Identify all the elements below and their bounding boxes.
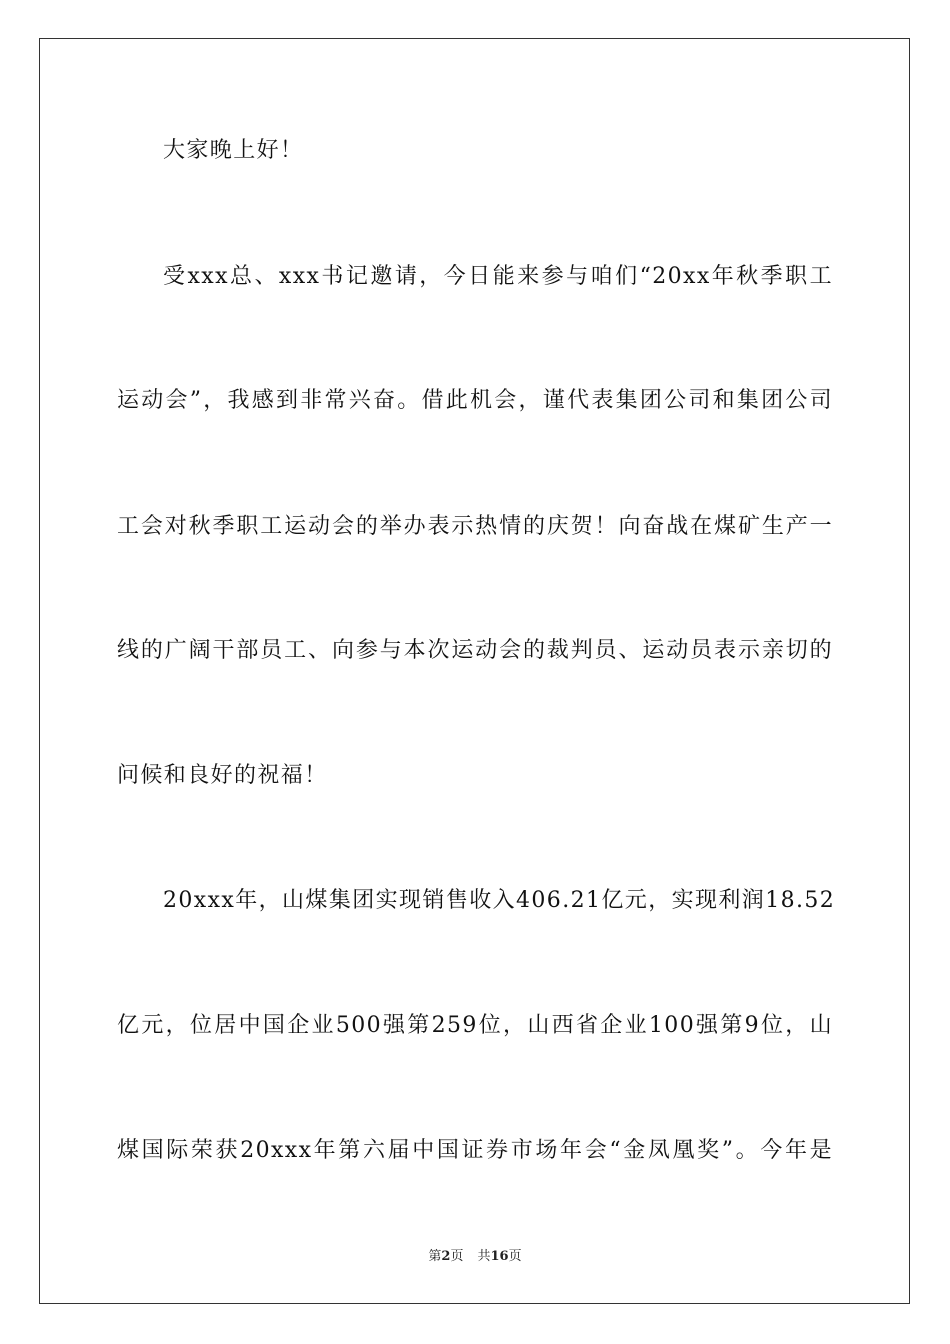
page-suffix: 页: [450, 1249, 464, 1264]
paragraph-1-line-1: 受xxx总、xxx书记邀请，今日能来参与咱们“20xx年秋季职工: [163, 264, 833, 289]
paragraph-1-line-3: 工会对秋季职工运动会的举办表示热情的庆贺！向奋战在煤矿生产一: [117, 514, 833, 539]
paragraph-1-line-2: 运动会”，我感到非常兴奋。借此机会，谨代表集团公司和集团公司: [117, 388, 833, 413]
total-suffix: 页: [508, 1249, 522, 1264]
page-number: 2: [441, 1249, 451, 1264]
page-prefix: 第: [428, 1249, 442, 1264]
paragraph-1-line-5: 问候和良好的祝福！: [117, 763, 328, 788]
paragraph-2-line-2: 亿元，位居中国企业500强第259位，山西省企业100强第9位，山: [117, 1013, 833, 1038]
page-border: [39, 38, 910, 1304]
page-footer: [0, 1249, 950, 1265]
greeting-line: 大家晚上好！: [163, 138, 304, 163]
paragraph-1-line-4: 线的广阔干部员工、向参与本次运动会的裁判员、运动员表示亲切的: [117, 638, 833, 663]
paragraph-2-line-3: 煤国际荣获20xxx年第六届中国证券市场年会“金凤凰奖”。今年是: [117, 1138, 833, 1163]
total-prefix: 共: [477, 1249, 491, 1264]
total-pages: 16: [490, 1249, 509, 1264]
paragraph-2-line-1: 20xxx年，山煤集团实现销售收入406.21亿元，实现利润18.52: [163, 888, 836, 913]
